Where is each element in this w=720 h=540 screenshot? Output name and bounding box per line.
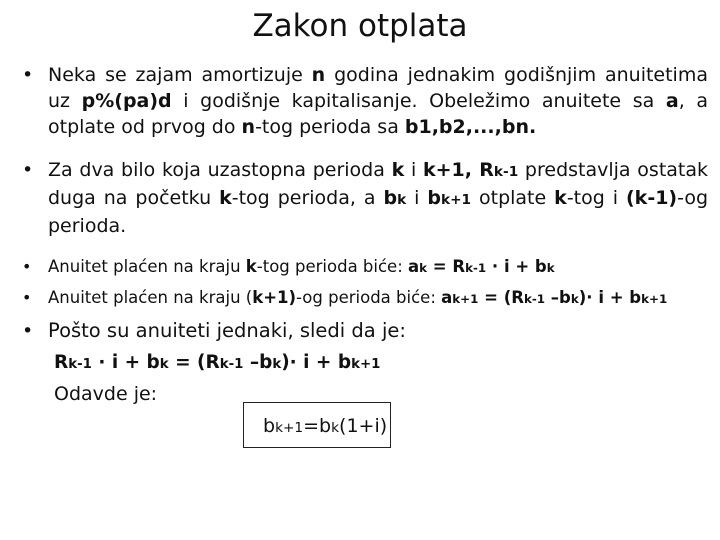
bullet-text: Anuitet plaćen na kraju k-tog perioda biće: ak = Rk-1 · i + bk — [48, 257, 555, 276]
bullet-annuity-k1 — [22, 287, 708, 310]
bullet-dot: • — [22, 257, 32, 276]
equation-equal-annuities: Rk-1 · i + bk = (Rk-1 –bk)· i + bk+1 — [54, 352, 381, 373]
bullet-text: Anuitet plaćen na kraju (k+1)-og perioda biće: ak+1 = (Rk-1 –bk)· i + bk+1 — [48, 288, 668, 307]
result-box — [243, 402, 391, 448]
bullet-text: Neka se zajam amortizuje n godina jednakim godišnjim anuitetima uz p%(pa)d i godišnje kapitalisanje. Obeležimo anuitete sa a, a otplate od prvog do n-tog perioda sa b1,b2,...,bn. — [48, 64, 708, 138]
odavde-label: Odavde je: — [54, 383, 158, 405]
bullet-equal-annuities — [22, 318, 708, 344]
bullet-dot: • — [22, 288, 32, 307]
bullet-amortization — [22, 62, 708, 140]
bullet-dot: • — [22, 64, 34, 86]
bullet-periods — [22, 157, 708, 239]
bullet-dot: • — [22, 320, 34, 342]
bullet-annuity-k — [22, 256, 708, 279]
slide-title: Zakon otplata — [252, 8, 468, 44]
bullet-dot: • — [22, 159, 34, 181]
bullet-text: Pošto su anuiteti jednaki, sledi da je: — [48, 319, 406, 342]
result-formula: bk+1=bk(1+i) — [263, 415, 388, 437]
bullet-text: Za dva bilo koja uzastopna perioda k i k+1, Rk-1 predstavlja ostatak duga na početku k-tog perioda, a bk i bk+1 otplate k-tog i (k-1)-og perioda. — [48, 159, 709, 237]
